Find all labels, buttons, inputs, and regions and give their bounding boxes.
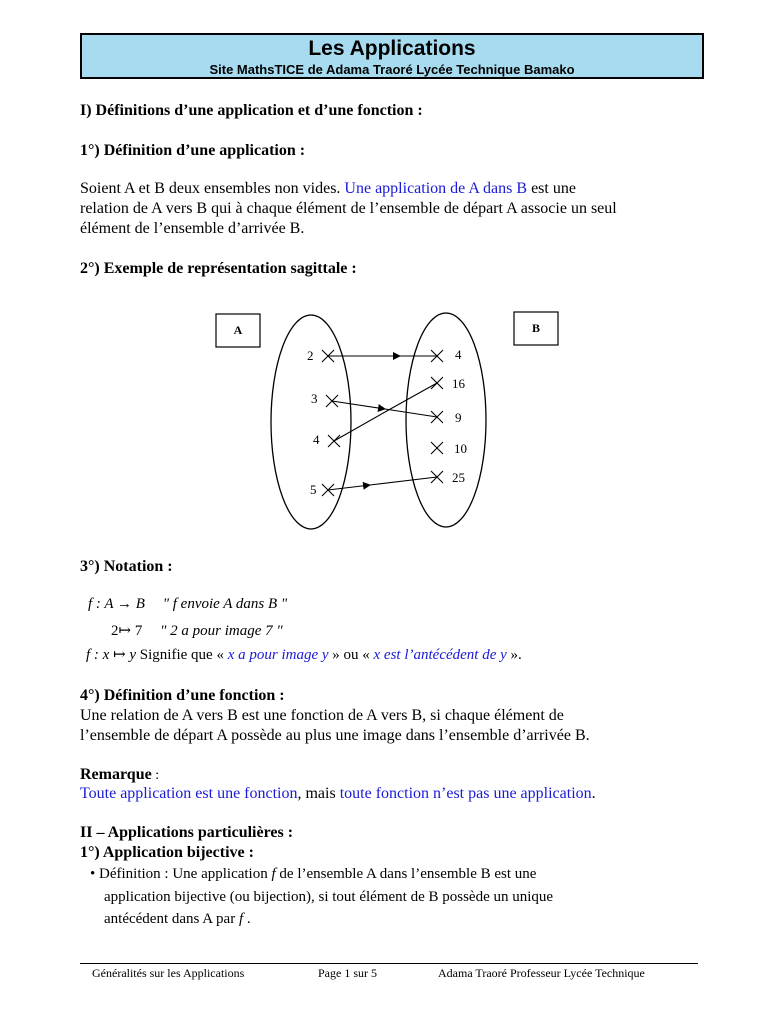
bijection-def-line-2: application bijective (ou bijection), si tout élément de B possède un unique (104, 889, 554, 905)
notation-line-1 (88, 594, 287, 614)
b-element-4: 4 (455, 347, 462, 362)
paragraph-1-line-2: relation de A vers B qui à chaque élément de l’ensemble de départ A associe un seul (80, 200, 617, 217)
arrow-5-to-25 (328, 485, 370, 490)
document-title: Les Applications (308, 37, 476, 60)
notation-line-2 (111, 621, 283, 641)
a-element-3: 3 (311, 391, 318, 406)
section1-sub2-heading: 2°) Exemple de représentation sagittale : (80, 260, 357, 277)
document-subtitle: Site MathsTICE de Adama Traoré Lycée Technique Bamako (209, 62, 575, 77)
set-a-label: A (233, 323, 243, 337)
remark-highlight-2: toute fonction n’est pas une application (339, 785, 592, 802)
section1-sub3-heading: 3°) Notation : (80, 558, 173, 575)
element-labels (307, 347, 467, 497)
notation-3-highlight-1: x a pour image y (227, 647, 329, 663)
remark-colon: : (151, 768, 160, 783)
footer-rule (80, 963, 698, 964)
notation-2-math: 2↦ 7 (111, 623, 143, 639)
p1-highlight: Une application de A dans B (344, 180, 528, 197)
notation-3-end: ». (506, 647, 522, 663)
section2-heading: II – Applications particulières : (80, 824, 294, 841)
notation-3-math: f : x ↦ y (86, 647, 137, 663)
arrow-5-to-25-tail (370, 477, 437, 485)
arrow-3-to-9-tail (385, 409, 437, 417)
remark-mid: , mais (297, 785, 340, 802)
a-element-4: 4 (313, 432, 320, 447)
section1-sub4-heading: 4°) Définition d’une fonction : (80, 687, 285, 704)
set-b-ellipse (406, 313, 486, 527)
paragraph-4-line-1: Une relation de A vers B est une fonction de A vers B, si chaque élément de (80, 707, 564, 724)
a-element-5: 5 (310, 482, 317, 497)
def-line-1-f: f (271, 866, 276, 882)
paragraph-1-line-3: élément de l’ensemble d’arrivée B. (80, 220, 305, 237)
paragraph-4-line-2: l’ensemble de départ A possède au plus une image dans l’ensemble d’arrivée B. (80, 727, 590, 744)
def-line-3-f: f (238, 911, 244, 927)
def-line-1-b: de l’ensemble A dans l’ensemble B est une (275, 866, 537, 882)
footer-left: Généralités sur les Applications (92, 966, 245, 980)
section2-sub1-heading: 1°) Application bijective : (80, 844, 254, 861)
p1-text-a: Soient A et B deux ensembles non vides. (80, 180, 345, 197)
notation-line-3 (86, 645, 522, 665)
notation-2-quote: " 2 a pour image 7 " (160, 623, 283, 639)
section1-sub1-heading: 1°) Définition d’une application : (80, 142, 306, 159)
remark-label: Remarque (80, 766, 152, 783)
remark-end: . (591, 785, 596, 802)
notation-3-highlight-2: x est l’antécédent de y (373, 647, 507, 663)
def-line-3-a: antécédent dans A par (104, 911, 239, 927)
arrow-4-to-16-tail (385, 383, 437, 412)
b-element-16: 16 (452, 376, 465, 391)
arrow-3-to-9 (332, 401, 385, 409)
footer-page-number: Page 1 sur 5 (318, 966, 377, 980)
notation-1-quote: " f envoie A dans B " (162, 596, 288, 612)
bullet-icon: • (90, 866, 96, 882)
b-element-9: 9 (455, 410, 462, 425)
set-b-label: B (531, 321, 541, 335)
section1-heading: I) Définitions d’une application et d’une fonction : (80, 102, 423, 119)
def-line-1-a: Définition : Une application (99, 866, 272, 882)
mapping-arrows (328, 356, 437, 490)
def-line-3-b: . (243, 911, 251, 927)
remark-text (80, 784, 596, 804)
p1-text-b: est une (527, 180, 576, 197)
bijection-def-line-3 (104, 909, 251, 929)
remark-heading (80, 765, 159, 786)
cross-marks (322, 350, 443, 496)
notation-1-math: f : A → B (88, 596, 145, 612)
a-element-2: 2 (307, 348, 314, 363)
arrow-4-to-16 (334, 412, 385, 441)
b-element-10: 10 (454, 441, 467, 456)
b-element-25: 25 (452, 470, 465, 485)
bijection-def-line-1 (90, 864, 536, 884)
remark-highlight-1: Toute application est une fonction (80, 785, 298, 802)
footer-right: Adama Traoré Professeur Lycée Technique (438, 966, 645, 980)
notation-3-text: Signifie que « (136, 647, 228, 663)
notation-3-mid: » ou « (328, 647, 374, 663)
